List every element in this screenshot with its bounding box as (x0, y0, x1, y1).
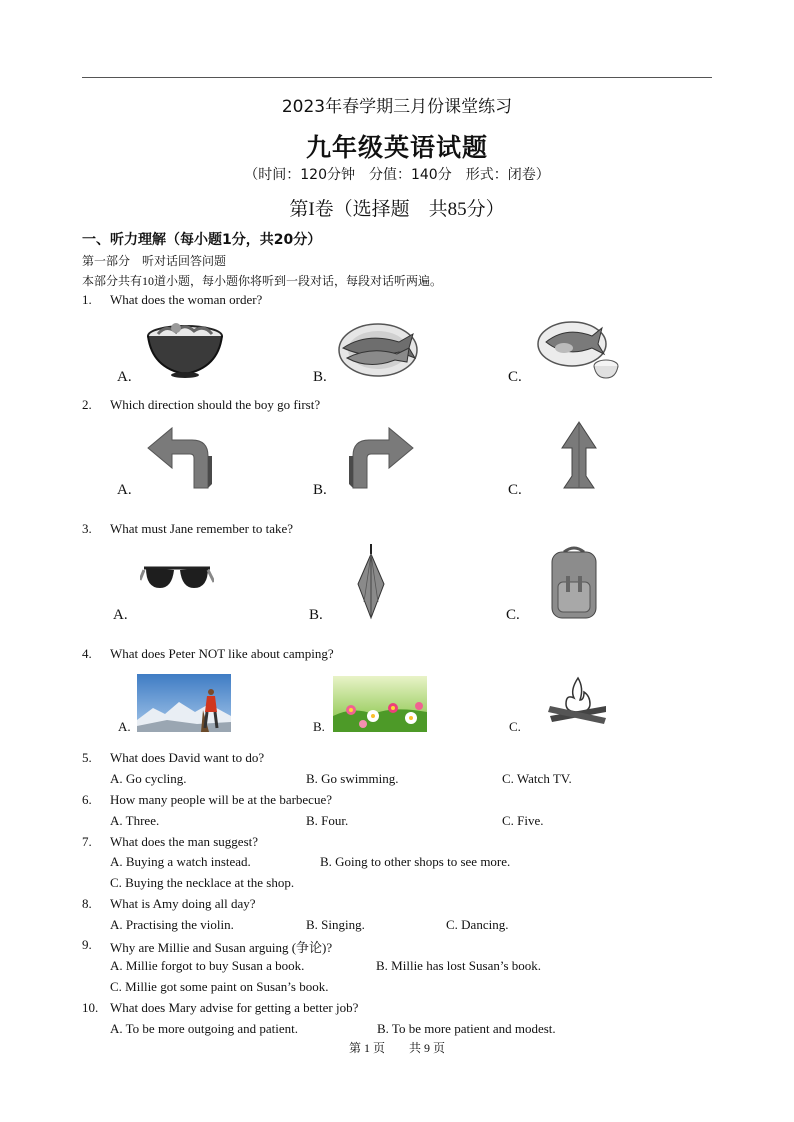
campfire-icon (548, 676, 608, 726)
question-number: 2. (82, 397, 92, 412)
exam-session-title: 2023年春学期三月份课堂练习 (281, 97, 513, 117)
question-number: 10. (82, 1000, 99, 1015)
hiker-mountain-photo (137, 674, 231, 732)
choice-label-b: B. (309, 607, 323, 623)
choice-b: B. Go swimming. (306, 771, 399, 786)
exam-meta: （时间：120分钟 分值：140分 形式：闭卷） (244, 167, 550, 183)
choice-c: C. Buying the necklace at the shop. (110, 875, 295, 890)
choice-label-c: C. (508, 482, 522, 498)
choice-label-b: B. (313, 719, 325, 734)
exam-main-title: 九年级英语试题 (305, 135, 488, 162)
noodle-bowl-icon (146, 316, 224, 378)
umbrella-icon (354, 544, 388, 620)
sunglasses-icon (140, 560, 214, 596)
question-text: What is Amy doing all day? (110, 896, 256, 911)
volume-title: 第I卷（选择题 共85分） (289, 199, 505, 220)
question-text: What does David want to do? (110, 750, 265, 765)
section-title: 一、听力理解（每小题1分，共20分） (82, 232, 322, 248)
question-text: What must Jane remember to take? (110, 521, 294, 536)
question-text: Why are Millie and Susan arguing (争论)? (110, 940, 333, 955)
question-text: Which direction should the boy go first? (110, 397, 321, 412)
turn-left-arrow-icon (146, 426, 212, 490)
choice-a: A. To be more outgoing and patient. (110, 1021, 299, 1036)
choice-b: B. To be more patient and modest. (377, 1021, 556, 1036)
choice-a: A. Three. (110, 813, 160, 828)
choice-a: A. Buying a watch instead. (110, 854, 251, 869)
choice-c: C. Millie got some paint on Susan’s book. (110, 979, 329, 994)
choice-label-c: C. (508, 369, 522, 385)
question-text: What does Mary advise for getting a better job? (110, 1000, 359, 1015)
fried-fish-plate-icon (337, 318, 419, 378)
question-number: 4. (82, 646, 92, 661)
fish-and-rice-plate-icon (536, 316, 620, 380)
question-text: How many people will be at the barbecue? (110, 792, 332, 807)
part-instruction: 本部分共有10道小题，每小题你将听到一段对话，每段对话听两遍。 (82, 274, 443, 288)
straight-ahead-arrow-icon (560, 420, 598, 490)
choice-b: B. Millie has lost Susan’s book. (376, 958, 542, 973)
question-number: 1. (82, 292, 92, 307)
question-number: 8. (82, 896, 92, 911)
part-title: 第一部分 听对话回答问题 (82, 254, 227, 268)
question-text: What does Peter NOT like about camping? (110, 646, 334, 661)
choice-label-a: A. (118, 719, 131, 734)
choice-b: B. Four. (306, 813, 349, 828)
choice-label-b: B. (313, 482, 327, 498)
choice-label-a: A. (117, 369, 132, 385)
choice-b: B. Going to other shops to see more. (320, 854, 511, 869)
question-number: 6. (82, 792, 92, 807)
choice-label-a: A. (117, 482, 132, 498)
turn-right-arrow-icon (349, 426, 415, 490)
choice-label-a: A. (113, 607, 128, 623)
choice-c: C. Watch TV. (502, 771, 572, 786)
choice-label-c: C. (506, 607, 520, 623)
flower-field-photo (333, 676, 427, 732)
choice-label-c: C. (509, 719, 521, 734)
question-number: 9. (82, 937, 92, 952)
question-number: 7. (82, 834, 92, 849)
backpack-icon (546, 546, 602, 622)
page-footer: 第 1 页 共 9 页 (348, 1041, 445, 1055)
choice-a: A. Millie forgot to buy Susan a book. (110, 958, 305, 973)
question-number: 5. (82, 750, 92, 765)
top-rule (82, 77, 712, 78)
question-text: What does the man suggest? (110, 834, 259, 849)
choice-c: C. Five. (502, 813, 544, 828)
choice-a: A. Go cycling. (110, 771, 187, 786)
choice-b: B. Singing. (306, 917, 365, 932)
question-number: 3. (82, 521, 92, 536)
choice-c: C. Dancing. (446, 917, 509, 932)
choice-label-b: B. (313, 369, 327, 385)
choice-a: A. Practising the violin. (110, 917, 234, 932)
question-text: What does the woman order? (110, 292, 263, 307)
